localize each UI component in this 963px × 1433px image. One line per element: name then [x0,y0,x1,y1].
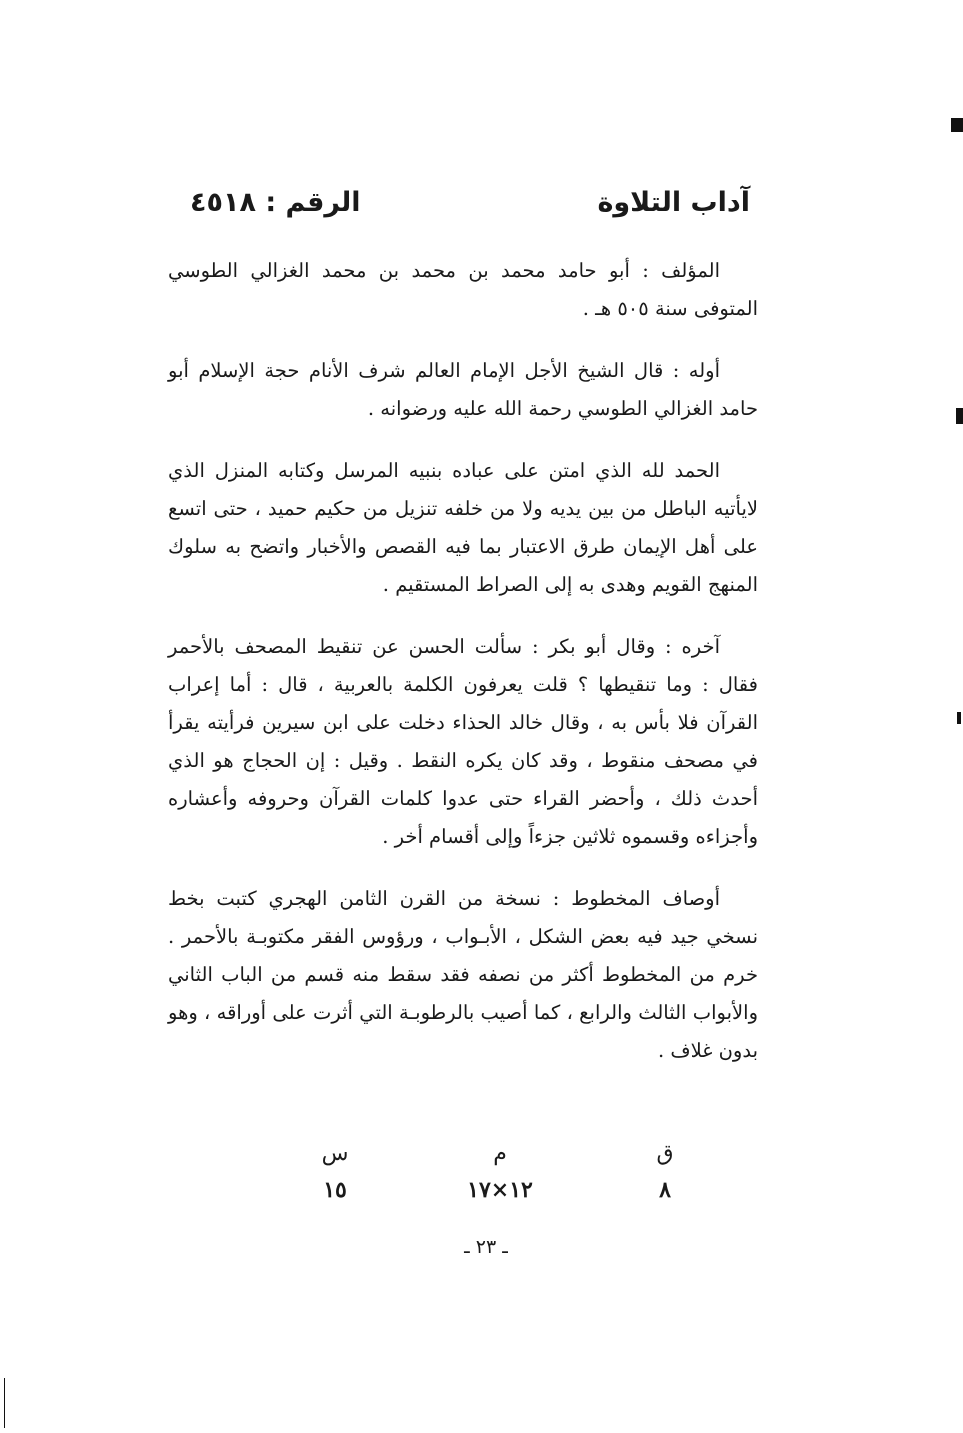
catalog-number: الرقم : ٤٥١٨ [190,186,361,218]
stat-dimensions [445,1136,555,1208]
description-paragraph: أوصاف المخطوط : نسخة من القرن الثامن الهجري كتبت بخط نسخي جيد فيه بعض الشكل ، الأبـواب ، ورؤوس الفقر مكتوبـة بالأحمر . خرم من المخطوط أكثر من نصفه فقد سقط منه قسم من الباب الثاني والأبواب الثالث والرابع ، كما أصيب بالرطوبـة التي أثرت على أوراقه ، وهو بدون غلاف . [168,887,758,1062]
stat-dimensions-label: م [493,1141,507,1166]
author-paragraph: المؤلف : أبو حامد محمد بن محمد بن محمد الغزالي الطوسي المتوفى سنة ٥٠٥ هـ . [168,259,758,320]
stat-folios-value: ٨ [659,1177,671,1203]
scan-edge-mark [951,118,963,132]
scan-edge-mark [4,1378,5,1428]
incipit-intro-paragraph: أوله : قال الشيخ الأجل الإمام العالم شرف الأنام حجة الإسلام أبو حامد الغزالي الطوسي رحمة الله عليه ورضوانه . [168,359,758,420]
scan-edge-mark [956,408,963,424]
catalog-entry [168,252,758,1094]
manuscript-stats [280,1136,720,1208]
stat-lines [280,1136,390,1208]
stat-folios [610,1136,720,1208]
catalog-header [190,180,750,224]
scan-edge-mark [957,712,961,724]
incipit-text-paragraph: الحمد لله الذي امتن على عباده بنبيه المرسل وكتابه المنزل الذي لايأتيه الباطل من بين يديه ولا من خلفه تنزيل من حكيم حميد ، حتى اتسع على أهل الإيمان طرق الاعتبار بما فيه القصص والأخبار واتضح به سلوك المنهج القويم وهدى به إلى الصراط المستقيم . [168,459,758,596]
stat-dimensions-value: ١٢×١٧ [467,1177,533,1203]
manuscript-title: آداب التلاوة [597,186,750,218]
page-number: ـ ٢٣ ـ [464,1236,508,1258]
stat-lines-value: ١٥ [323,1177,347,1203]
stat-lines-label: س [321,1141,349,1166]
explicit-paragraph: آخره : وقال أبو بكر : سألت الحسن عن تنقيط المصحف بالأحمر فقال : وما تنقيطها ؟ قلت يعرفون الكلمة بالعربية ، قال : أما إعراب القرآن فلا بأس به ، وقال خالد الحذاء دخلت على ابن سيرين فرأيته يقرأ في مصحف منقوط ، وقد كان يكره النقط . وقيل : إن الحجاج هو الذي أحدث ذلك ، وأحضر القراء حتى عدوا كلمات القرآن وحروفه وأعشاره وأجزاءه وقسموه ثلاثين جزءاً وإلى أقسام أخر . [168,635,758,848]
stat-folios-label: ق [656,1141,674,1166]
